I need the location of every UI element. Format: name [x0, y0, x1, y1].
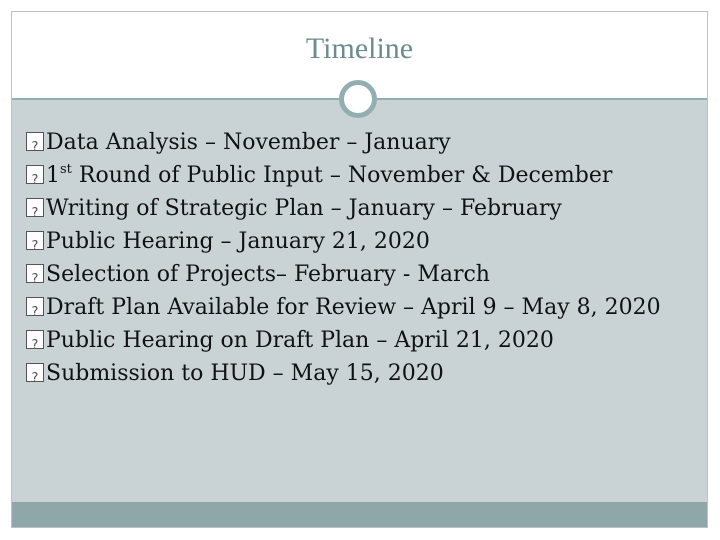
bullet-icon [26, 363, 44, 382]
bullet-text: Data Analysis – November – January [46, 130, 451, 155]
bullet-icon [26, 330, 44, 349]
bullet-text-ordinal: st [60, 162, 72, 177]
bullet-item-selection-projects [26, 258, 696, 291]
bullet-text: Writing of Strategic Plan – January – February [46, 196, 562, 221]
bullet-text: Draft Plan Available for Review – April 9 – May 8, 2020 [46, 295, 661, 320]
bullet-icon [26, 198, 44, 217]
footer-band [12, 502, 707, 527]
bullet-item-submission-hud [26, 357, 696, 390]
bullet-text: Round of Public Input – November & December [71, 163, 613, 188]
bullet-text: Selection of Projects– February - March [46, 262, 490, 287]
slide-title: Timeline [305, 32, 414, 65]
bullet-icon [26, 264, 44, 283]
bullet-text: Public Hearing – January 21, 2020 [46, 229, 430, 254]
bullet-item-public-hearing [26, 225, 696, 258]
bullet-icon [26, 132, 44, 151]
bullet-item-hearing-draft-plan [26, 324, 696, 357]
bullet-icon [26, 231, 44, 250]
bullet-icon [26, 297, 44, 316]
bullet-item-data-analysis [26, 126, 696, 159]
bullet-item-public-input [26, 159, 696, 192]
bullet-text: Submission to HUD – May 15, 2020 [46, 361, 444, 386]
bullet-icon [26, 165, 44, 184]
bullet-list [26, 126, 696, 390]
bullet-text: Public Hearing on Draft Plan – April 21, 2020 [46, 328, 554, 353]
bullet-item-strategic-plan [26, 192, 696, 225]
bullet-item-draft-plan [26, 291, 696, 324]
bullet-text-number: 1 [46, 163, 60, 188]
circle-ornament-icon [339, 80, 377, 118]
